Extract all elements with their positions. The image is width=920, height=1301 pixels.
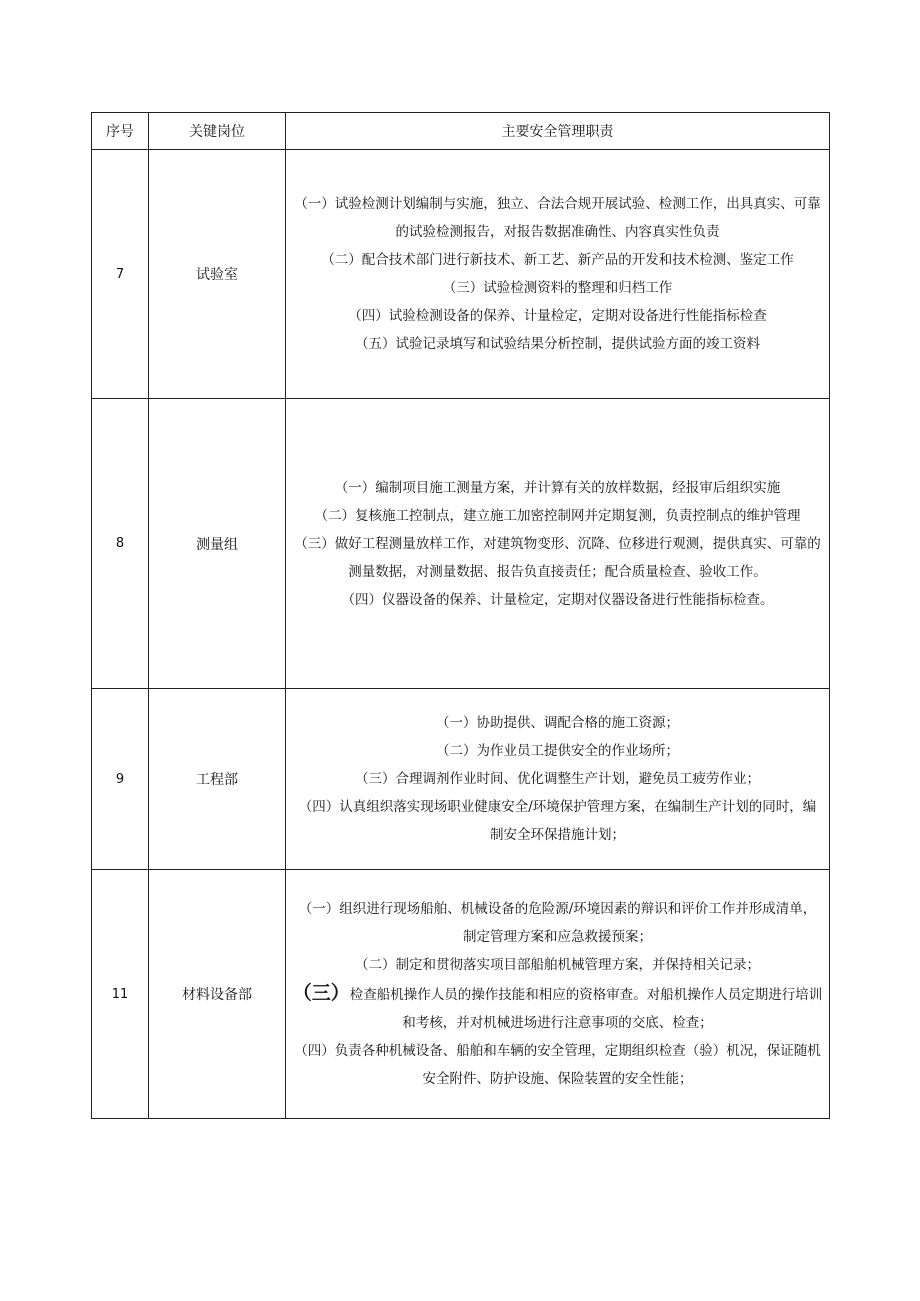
duty-item: （一）组织进行现场船舶、机械设备的危险源/环境因素的辩识和评价工作并形成清单，制定管理方案和应急救援预案；	[298, 901, 817, 945]
row-number: 8	[92, 399, 149, 689]
row-number: 9	[92, 689, 149, 870]
table-row	[92, 870, 830, 1119]
row-number: 7	[92, 150, 149, 399]
duty-item: （三）合理调剂作业时间、优化调整生产计划，避免员工疲劳作业；	[355, 771, 760, 787]
table-row	[92, 399, 830, 689]
header-duty: 主要安全管理职责	[286, 113, 830, 150]
post-name: 材料设备部	[149, 870, 286, 1119]
duty-item: （四）负责各种机械设备、船舶和车辆的安全管理，定期组织检查（验）机况，保证随机安全附件、防护设施、保险装置的安全性能；	[294, 1043, 821, 1087]
duty-item: （四）试验检测设备的保养、计量检定，定期对设备进行性能指标检查	[348, 308, 767, 324]
post-name: 测量组	[149, 399, 286, 689]
duty-item: （二）为作业员工提供安全的作业场所；	[436, 743, 679, 759]
post-name: 试验室	[149, 150, 286, 399]
duty-item-prefix: （三）	[292, 982, 350, 1004]
duty-item: （二）复核施工控制点，建立施工加密控制网并定期复测，负责控制点的维护管理	[314, 507, 801, 524]
duty-list	[286, 689, 830, 870]
header-no: 序号	[92, 113, 149, 150]
duty-item: （四）仪器设备的保养、计量检定，定期对仪器设备进行性能指标检查。	[341, 591, 774, 608]
duty-item: （一）试验检测计划编制与实施，独立、合法合规开展试验、检测工作，出具真实、可靠的试验检测报告，对报告数据准确性、内容真实性负责	[294, 196, 821, 240]
duty-item: （一）编制项目施工测量方案，并计算有关的放样数据，经报审后组织实施	[334, 479, 781, 496]
duty-item: （五）试验记录填写和试验结果分析控制，提供试验方面的竣工资料	[355, 336, 760, 352]
duty-list	[286, 870, 830, 1119]
duty-item: （二）制定和贯彻落实项目部船舶机械管理方案，并保持相关记录；	[355, 957, 760, 973]
duty-item: （四）认真组织落实现场职业健康安全/环境保护管理方案，在编制生产计划的同时，编制安全环保措施计划；	[298, 799, 817, 843]
duty-list	[286, 150, 830, 399]
duty-item: （三）试验检测资料的整理和归档工作	[442, 280, 673, 296]
duty-item	[286, 979, 829, 1037]
duty-item: （三）做好工程测量放样工作，对建筑物变形、沉降、位移进行观测，提供真实、可靠的测量数据，对测量数据、报告负直接责任；配合质量检查、验收工作。	[294, 535, 821, 580]
post-name: 工程部	[149, 689, 286, 870]
duty-item-text: 检查船机操作人员的操作技能和相应的资格审查。对船机操作人员定期进行培训和考核，并对机械进场进行注意事项的交底、检查；	[349, 987, 823, 1031]
safety-duty-table	[91, 112, 830, 1119]
header-post: 关键岗位	[149, 113, 286, 150]
duty-item: （一）协助提供、调配合格的施工资源；	[436, 715, 679, 731]
table-row	[92, 150, 830, 399]
duty-list	[286, 399, 830, 689]
duty-item: （二）配合技术部门进行新技术、新工艺、新产品的开发和技术检测、鉴定工作	[321, 252, 794, 268]
table-header-row	[92, 113, 830, 150]
table-row	[92, 689, 830, 870]
row-number: 11	[92, 870, 149, 1119]
